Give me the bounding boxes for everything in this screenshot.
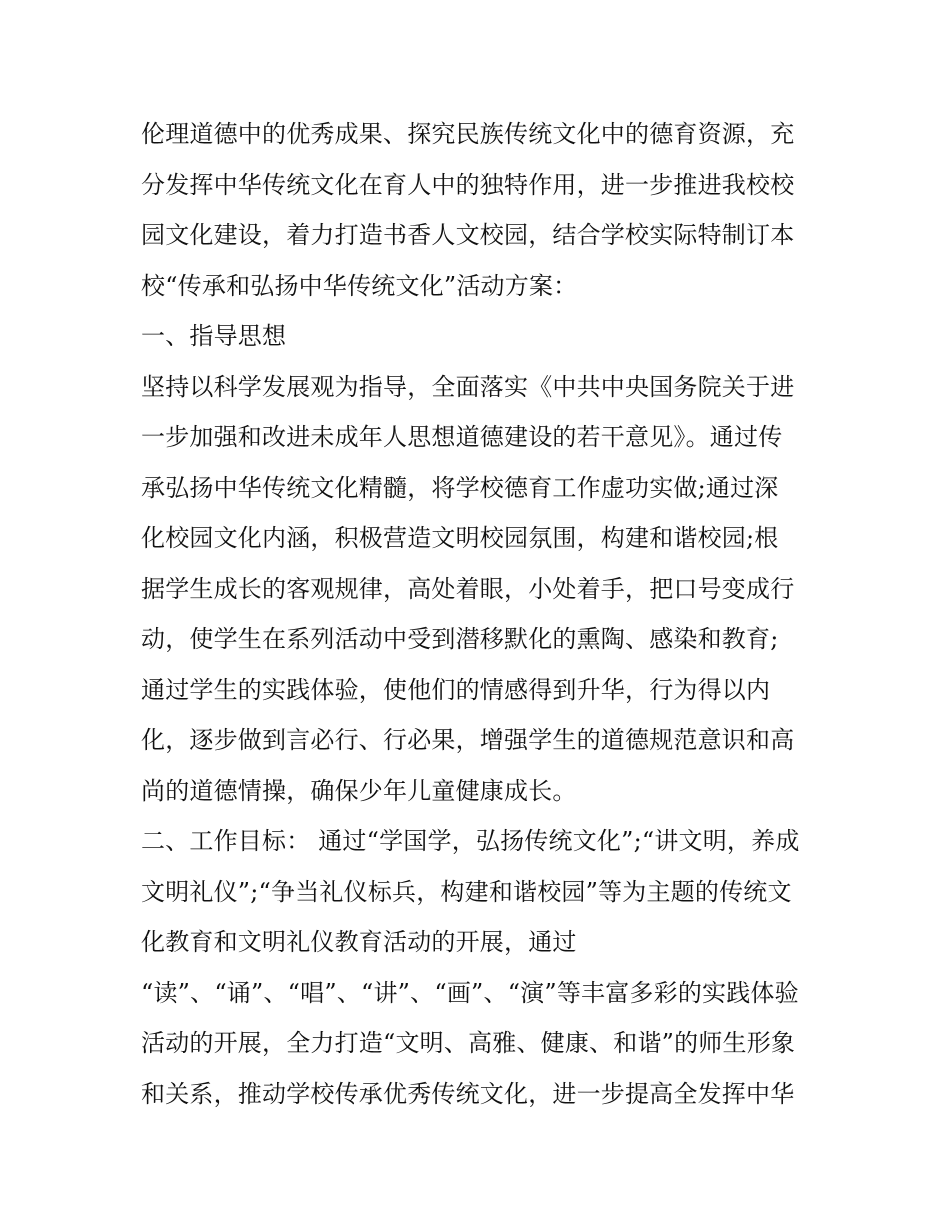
section-heading: 一、指导思想 bbox=[141, 322, 287, 350]
text-line: 化，逐步做到言必行、行必果，增强学生的道德规范意识和高 bbox=[141, 726, 795, 754]
text-line: 动，使学生在系列活动中受到潜移默化的熏陶、感染和教育; bbox=[141, 625, 779, 653]
text-line: 校“传承和弘扬中华传统文化”活动方案： bbox=[141, 271, 578, 300]
text-line: 化校园文化内涵，积极营造文明校园氛围，构建和谐校园;根 bbox=[141, 524, 779, 552]
text-line: 坚持以科学发展观为指导，全面落实《中共中央国务院关于进 bbox=[141, 372, 795, 401]
section-heading: 二、工作目标： 通过“学国学，弘扬传统文化”;“讲文明，养成 bbox=[141, 827, 800, 855]
text-line: 和关系，推动学校传承优秀传统文化，进一步提高全发挥中华 bbox=[141, 1079, 795, 1108]
text-line: 据学生成长的客观规律，高处着眼，小处着手，把口号变成行 bbox=[141, 574, 795, 603]
body-text bbox=[141, 109, 821, 1119]
text-line: “读”、“诵”、“唱”、“讲”、“画”、“演”等丰富多彩的实践体验 bbox=[141, 978, 799, 1007]
text-line: 一步加强和改进未成年人思想道德建设的若干意见》。通过传 bbox=[141, 423, 783, 451]
text-line: 承弘扬中华传统文化精髓，将学校德育工作虚功实做;通过深 bbox=[141, 473, 779, 502]
text-line: 通过学生的实践体验，使他们的情感得到升华，行为得以内 bbox=[141, 675, 771, 704]
text-line: 文明礼仪”;“争当礼仪标兵，构建和谐校园”等为主题的传统文 bbox=[141, 877, 792, 906]
text-line: 园文化建设，着力打造书香人文校园，结合学校实际特制订本 bbox=[141, 221, 795, 249]
text-line: 尚的道德情操，确保少年儿童健康成长。 bbox=[141, 776, 577, 805]
text-line: 化教育和文明礼仪教育活动的开展，通过 bbox=[141, 928, 577, 956]
text-line: 活动的开展，全力打造“文明、高雅、健康、和谐”的师生形象 bbox=[141, 1029, 796, 1057]
text-line: 伦理道德中的优秀成果、探究民族传统文化中的德育资源，充 bbox=[141, 120, 795, 148]
text-line: 分发挥中华传统文化在育人中的独特作用，进一步推进我校校 bbox=[141, 170, 795, 199]
